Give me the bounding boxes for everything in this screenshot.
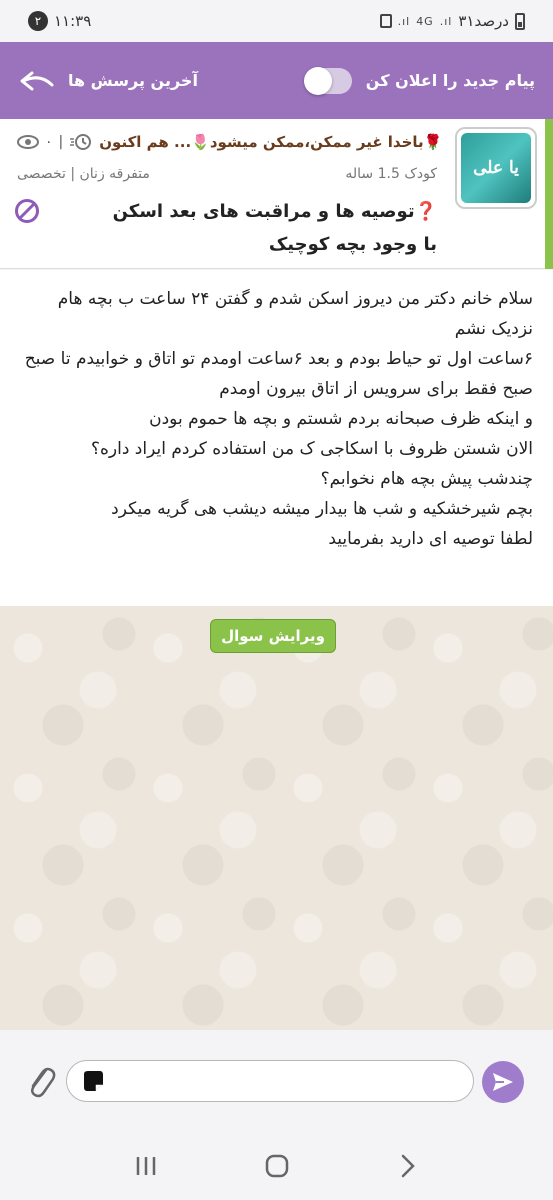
toggle-knob [304, 67, 332, 95]
message-input[interactable] [66, 1060, 474, 1102]
question-category: متفرقه زنان | تخصصی [17, 166, 150, 182]
sticker-icon[interactable] [80, 1068, 106, 1094]
announce-toggle[interactable] [306, 68, 352, 94]
clock-icon [69, 133, 93, 151]
attach-icon[interactable] [24, 1060, 56, 1100]
notification-badge: ۲ [28, 11, 48, 31]
announce-toggle-row [306, 68, 535, 94]
block-icon[interactable] [14, 198, 40, 224]
clock-text: ۱۱:۳۹ [54, 12, 92, 30]
announce-label: پیام جدید را اعلان کن [365, 71, 535, 90]
network-type-icon: 4G [416, 14, 434, 28]
chevron-right-icon [398, 1153, 418, 1179]
status-bar [0, 0, 553, 42]
question-body [0, 270, 553, 606]
child-age: کودک 1.5 ساله [345, 166, 437, 182]
card-accent-bar [545, 119, 553, 269]
latest-questions-label: آخرین پرسش ها [68, 71, 198, 90]
signal-icon-2: .ıl [439, 14, 453, 28]
question-title: ❓توصیه ها و مراقبت های بعد اسکن با وجود بچه کوچیک [112, 201, 437, 255]
battery-text: ۳۱درصد [458, 12, 509, 30]
back-arrow-icon [18, 69, 54, 93]
status-left [28, 11, 91, 31]
avatar[interactable] [455, 127, 537, 209]
home-button[interactable] [252, 1141, 302, 1191]
body-line: الان شستن ظروف با اسکاجی ک من استفاده کردم ایراد داره؟ [90, 439, 533, 459]
back-button[interactable] [383, 1141, 433, 1191]
edit-question-button[interactable]: ویرایش سوال [210, 619, 336, 653]
send-button[interactable] [482, 1061, 524, 1103]
app-notification-icon [380, 14, 392, 28]
body-line: سلام خانم دکتر من دیروز اسکن شدم و گفتن ۲۴ ساعت ب بچه هام نزدیک نشم [57, 289, 533, 339]
question-info-row [17, 163, 437, 185]
meta-separator: | [58, 134, 64, 150]
home-icon [264, 1153, 290, 1179]
signal-icon: .ıl [397, 14, 411, 28]
status-right [380, 12, 525, 30]
eye-icon [17, 135, 39, 149]
chat-background [0, 606, 553, 1030]
top-app-bar [0, 42, 553, 119]
recents-icon [133, 1154, 159, 1178]
user-name[interactable]: 🌹باخدا غیر ممکن،ممکن میشود🌷... هم اکنون [99, 133, 443, 151]
recent-apps-button[interactable] [121, 1141, 171, 1191]
body-line: چندشب پیش بچه هام نخوابم؟ [320, 469, 533, 489]
question-meta-row [17, 129, 443, 155]
body-line: بچم شیرخشکیه و شب ها بیدار میشه دیشب هی گریه میکرد [111, 499, 533, 519]
body-line: صبح فقط برای سرویس از اتاق بیرون اومدم [219, 379, 533, 399]
latest-questions-button[interactable] [18, 69, 198, 93]
body-line: لطفا توصیه ای دارید بفرمایید [328, 529, 533, 549]
body-line: ۶ساعت اول تو حیاط بودم و بعد ۶ساعت اومدم تو اتاق و خوابیدم تا صبح [24, 349, 533, 369]
view-count: ۰ [45, 134, 53, 150]
system-nav-bar [0, 1132, 553, 1200]
avatar-image: یا علی [461, 133, 531, 203]
battery-icon [515, 13, 525, 30]
send-icon [491, 1071, 515, 1093]
question-card [0, 119, 553, 269]
body-line: و اینکه ظرف صبحانه بردم شستم و بچه ها حموم بودن [149, 409, 533, 429]
